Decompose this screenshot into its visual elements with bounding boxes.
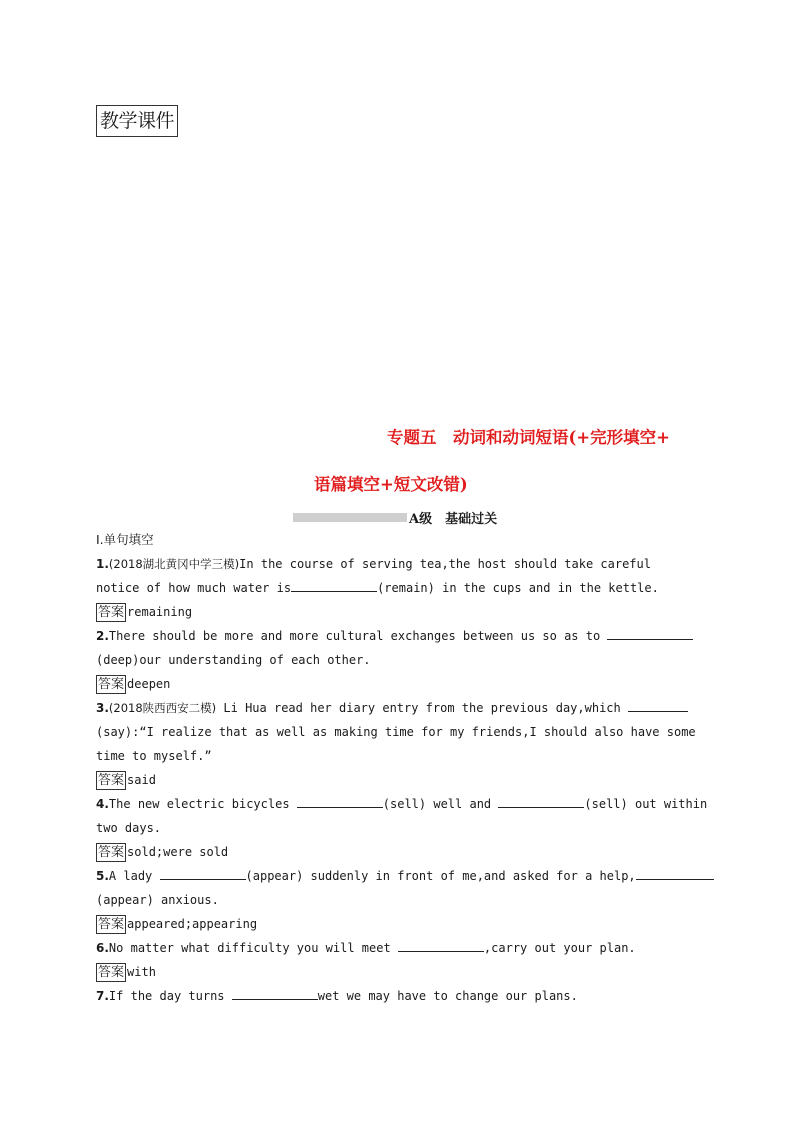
level-heading [293,508,497,526]
question-3-cont [96,720,704,744]
question-text: two days. [96,821,162,835]
answer-row-6 [96,960,704,984]
answer-row-3 [96,768,704,792]
question-number: 5. [96,869,109,883]
question-text: (remain) in the cups and in the kettle. [377,581,659,595]
answer-row-5 [96,912,704,936]
answer-blank[interactable] [291,577,377,592]
answer-label: 答案 [98,605,125,620]
question-text: If the day turns [108,989,225,1003]
question-text: (appear) suddenly in front of me,and asked for a help, [245,869,636,883]
question-text: (sell) well and [382,797,492,811]
question-number: 7. [96,989,109,1003]
level-label: A级 基础过关 [409,511,498,527]
answer-blank[interactable] [498,793,584,808]
question-6 [96,936,704,960]
question-source: (2018陕西西安二模) [108,701,217,715]
answer-text: deepen [127,677,171,691]
answer-label: 答案 [98,917,125,932]
question-number: 1. [96,557,109,571]
question-7 [96,984,704,1008]
question-number: 2. [96,629,109,643]
level-decor-bar [293,513,407,522]
question-text: There should be more and more cultural exchanges between us so as to [108,629,601,643]
question-text: wet we may have to change our plans. [317,989,578,1003]
question-text: The new electric bicycles [108,797,290,811]
courseware-tag: 教学课件 [96,105,178,137]
question-text: notice of how much water is [96,581,292,595]
answer-blank[interactable] [607,625,693,640]
answer-text: said [127,773,156,787]
answer-blank[interactable] [636,865,714,880]
question-text: time to myself.” [96,749,212,763]
page-title-line-2: 语篇填空+短文改错) [314,475,468,494]
question-source: (2018湖北黄冈中学三模) [108,557,240,571]
question-number: 6. [96,941,109,955]
question-4-cont [96,816,704,840]
question-5-cont [96,888,704,912]
question-5 [96,864,704,888]
answer-label: 答案 [98,845,125,860]
question-number: 3. [96,701,109,715]
answer-row-2 [96,672,704,696]
section-heading: Ⅰ.单句填空 [96,532,154,547]
question-text: In the course of serving tea,the host should take careful [239,557,651,571]
question-text: (say):“I realize that as well as making time for my friends,I should also have some [96,725,696,739]
question-text: ,carry out your plan. [483,941,636,955]
answer-text: sold;were sold [127,845,229,859]
question-text: A lady [108,869,153,883]
answer-row-4 [96,840,704,864]
question-1 [96,552,704,576]
answer-text: remaining [127,605,193,619]
page-title-line-1: 专题五 动词和动词短语(+完形填空+ [387,428,670,447]
answer-label: 答案 [98,677,125,692]
question-3-cont-2 [96,744,704,768]
question-2 [96,624,704,648]
question-text: (deep)our understanding of each other. [96,653,371,667]
answer-row-1 [96,600,704,624]
question-text: No matter what difficulty you will meet [108,941,391,955]
answer-label: 答案 [98,965,125,980]
question-2-cont [96,648,704,672]
answer-blank[interactable] [297,793,383,808]
answer-text: with [127,965,156,979]
answer-blank[interactable] [398,937,484,952]
exercise-content [96,528,708,1008]
question-3 [96,696,704,720]
question-text: (sell) out within [584,797,708,811]
question-text: (appear) anxious. [96,893,219,907]
question-1-cont [96,576,704,600]
answer-label: 答案 [98,773,125,788]
question-text: Li Hua read her diary entry from the previous day,which [216,701,621,715]
question-number: 4. [96,797,109,811]
answer-blank[interactable] [160,865,246,880]
question-4 [96,792,708,816]
answer-text: appeared;appearing [127,917,258,931]
answer-blank[interactable] [232,985,318,1000]
answer-blank[interactable] [628,697,688,712]
